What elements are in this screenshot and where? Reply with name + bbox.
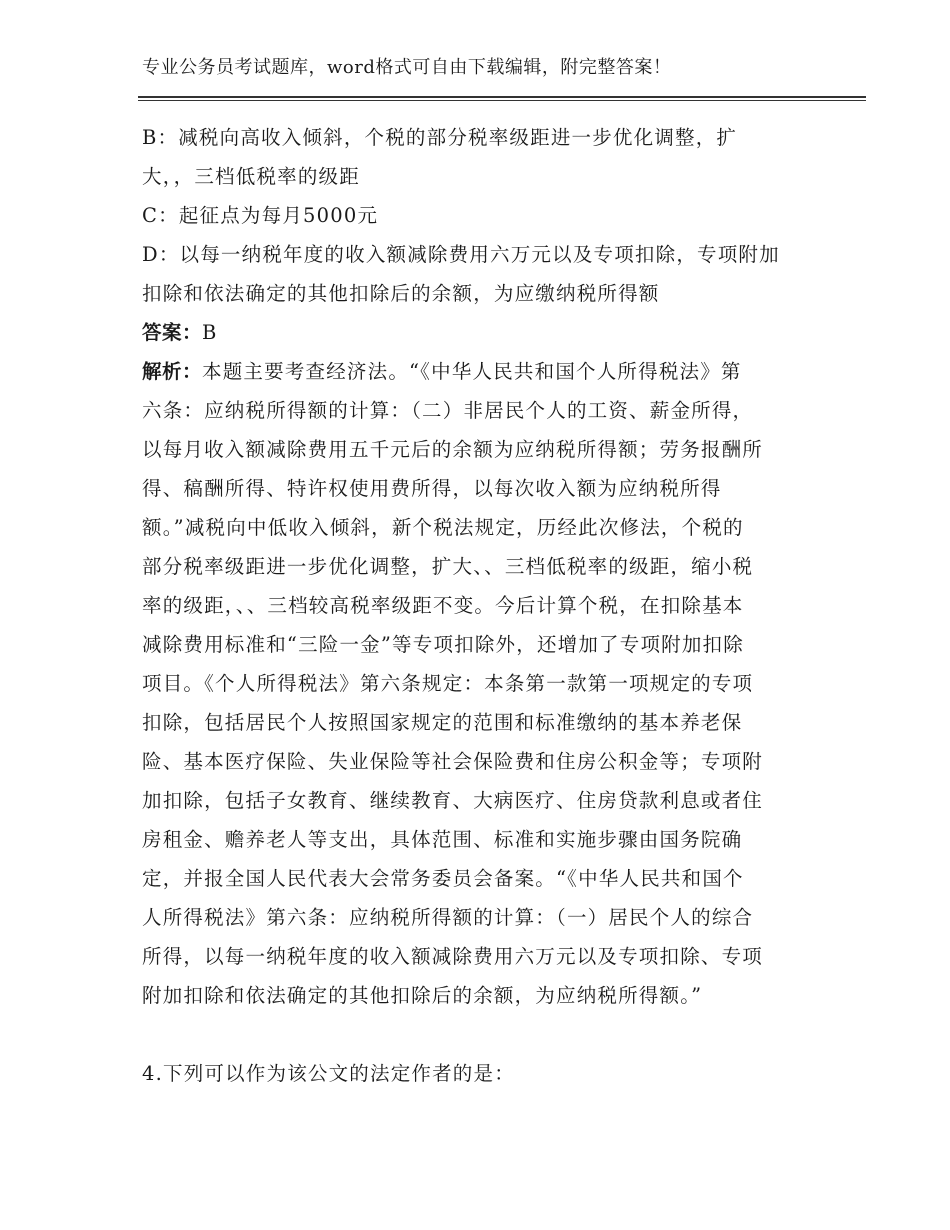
header-divider: [138, 96, 866, 102]
analysis-text-line: 险、基本医疗保险、失业保险等社会保险费和住房公积金等；专项附: [142, 750, 764, 773]
analysis-text-line: 加扣除，包括子女教育、继续教育、大病医疗、住房贷款利息或者住: [142, 789, 764, 812]
page-header: 专业公务员考试题库，word格式可自由下载编辑，附完整答案！: [142, 57, 672, 78]
analysis-text-line: 所得，以每一纳税年度的收入额减除费用六万元以及专项扣除、专项: [142, 945, 764, 968]
answer-label: 答案：: [142, 321, 203, 344]
analysis-text-line: 定，并报全国人民代表大会常务委员会备案。“《中华人民共和国个: [142, 867, 744, 890]
analysis-text-line: 房租金、赡养老人等支出，具体范围、标准和实施步骤由国务院确: [142, 828, 743, 851]
analysis-first-line: 本题主要考查经济法。“《中华人民共和国个人所得税法》第: [202, 360, 742, 383]
analysis-label: 解析：: [142, 360, 203, 383]
option-d-line-2: 扣除和依法确定的其他扣除后的余额，为应缴纳税所得额: [142, 282, 660, 305]
option-d-line-1: D：以每一纳税年度的收入额减除费用六万元以及专项扣除，专项附加: [142, 243, 780, 266]
option-b-line-1: B：减税向高收入倾斜，个税的部分税率级距进一步优化调整，扩: [142, 126, 738, 149]
option-b-line-2: 大，，三档低税率的级距: [142, 165, 360, 188]
analysis-text-line: 得、稿酬所得、特许权使用费所得，以每次收入额为应纳税所得: [142, 477, 722, 500]
analysis-text-line: 六条：应纳税所得额的计算：（二）非居民个人的工资、薪金所得，: [142, 399, 754, 422]
answer-line: [142, 313, 814, 352]
analysis-text-line: 附加扣除和依法确定的其他扣除后的余额，为应纳税所得额。”: [142, 984, 703, 1007]
analysis-text-line: 扣除，包括居民个人按照国家规定的范围和标准缴纳的基本养老保: [142, 711, 743, 734]
analysis-text-line: 减除费用标准和“三险一金”等专项扣除外，还增加了专项附加扣除: [142, 633, 744, 656]
header-divider-thick: [138, 96, 866, 98]
analysis-body: [142, 391, 814, 1015]
analysis-text-line: 率的级距，、、三档较高税率级距不变。今后计算个税，在扣除基本: [142, 594, 744, 617]
header-divider-thin: [138, 100, 866, 101]
option-c-line-1: C：起征点为每月5000元: [142, 204, 379, 227]
analysis-text-line: 额。”减税向中低收入倾斜，新个税法规定，历经此次修法，个税的: [142, 516, 744, 539]
analysis-text-line: 以每月收入额减除费用五千元后的余额为应纳税所得额；劳务报酬所: [142, 438, 764, 461]
analysis-text-line: 部分税率级距进一步优化调整，扩大、、三档低税率的级距，缩小税: [142, 555, 754, 578]
analysis-line-1: [142, 352, 814, 391]
analysis-text-line: 项目。《个人所得税法》第六条规定：本条第一款第一项规定的专项: [142, 672, 754, 695]
analysis-text-line: 人所得税法》第六条：应纳税所得额的计算：（一）居民个人的综合: [142, 906, 754, 929]
question-content: [142, 118, 814, 1093]
blank-gap: [142, 1015, 814, 1054]
next-question: 4.下列可以作为该公文的法定作者的是：: [142, 1062, 515, 1085]
answer-value: B: [202, 321, 218, 344]
